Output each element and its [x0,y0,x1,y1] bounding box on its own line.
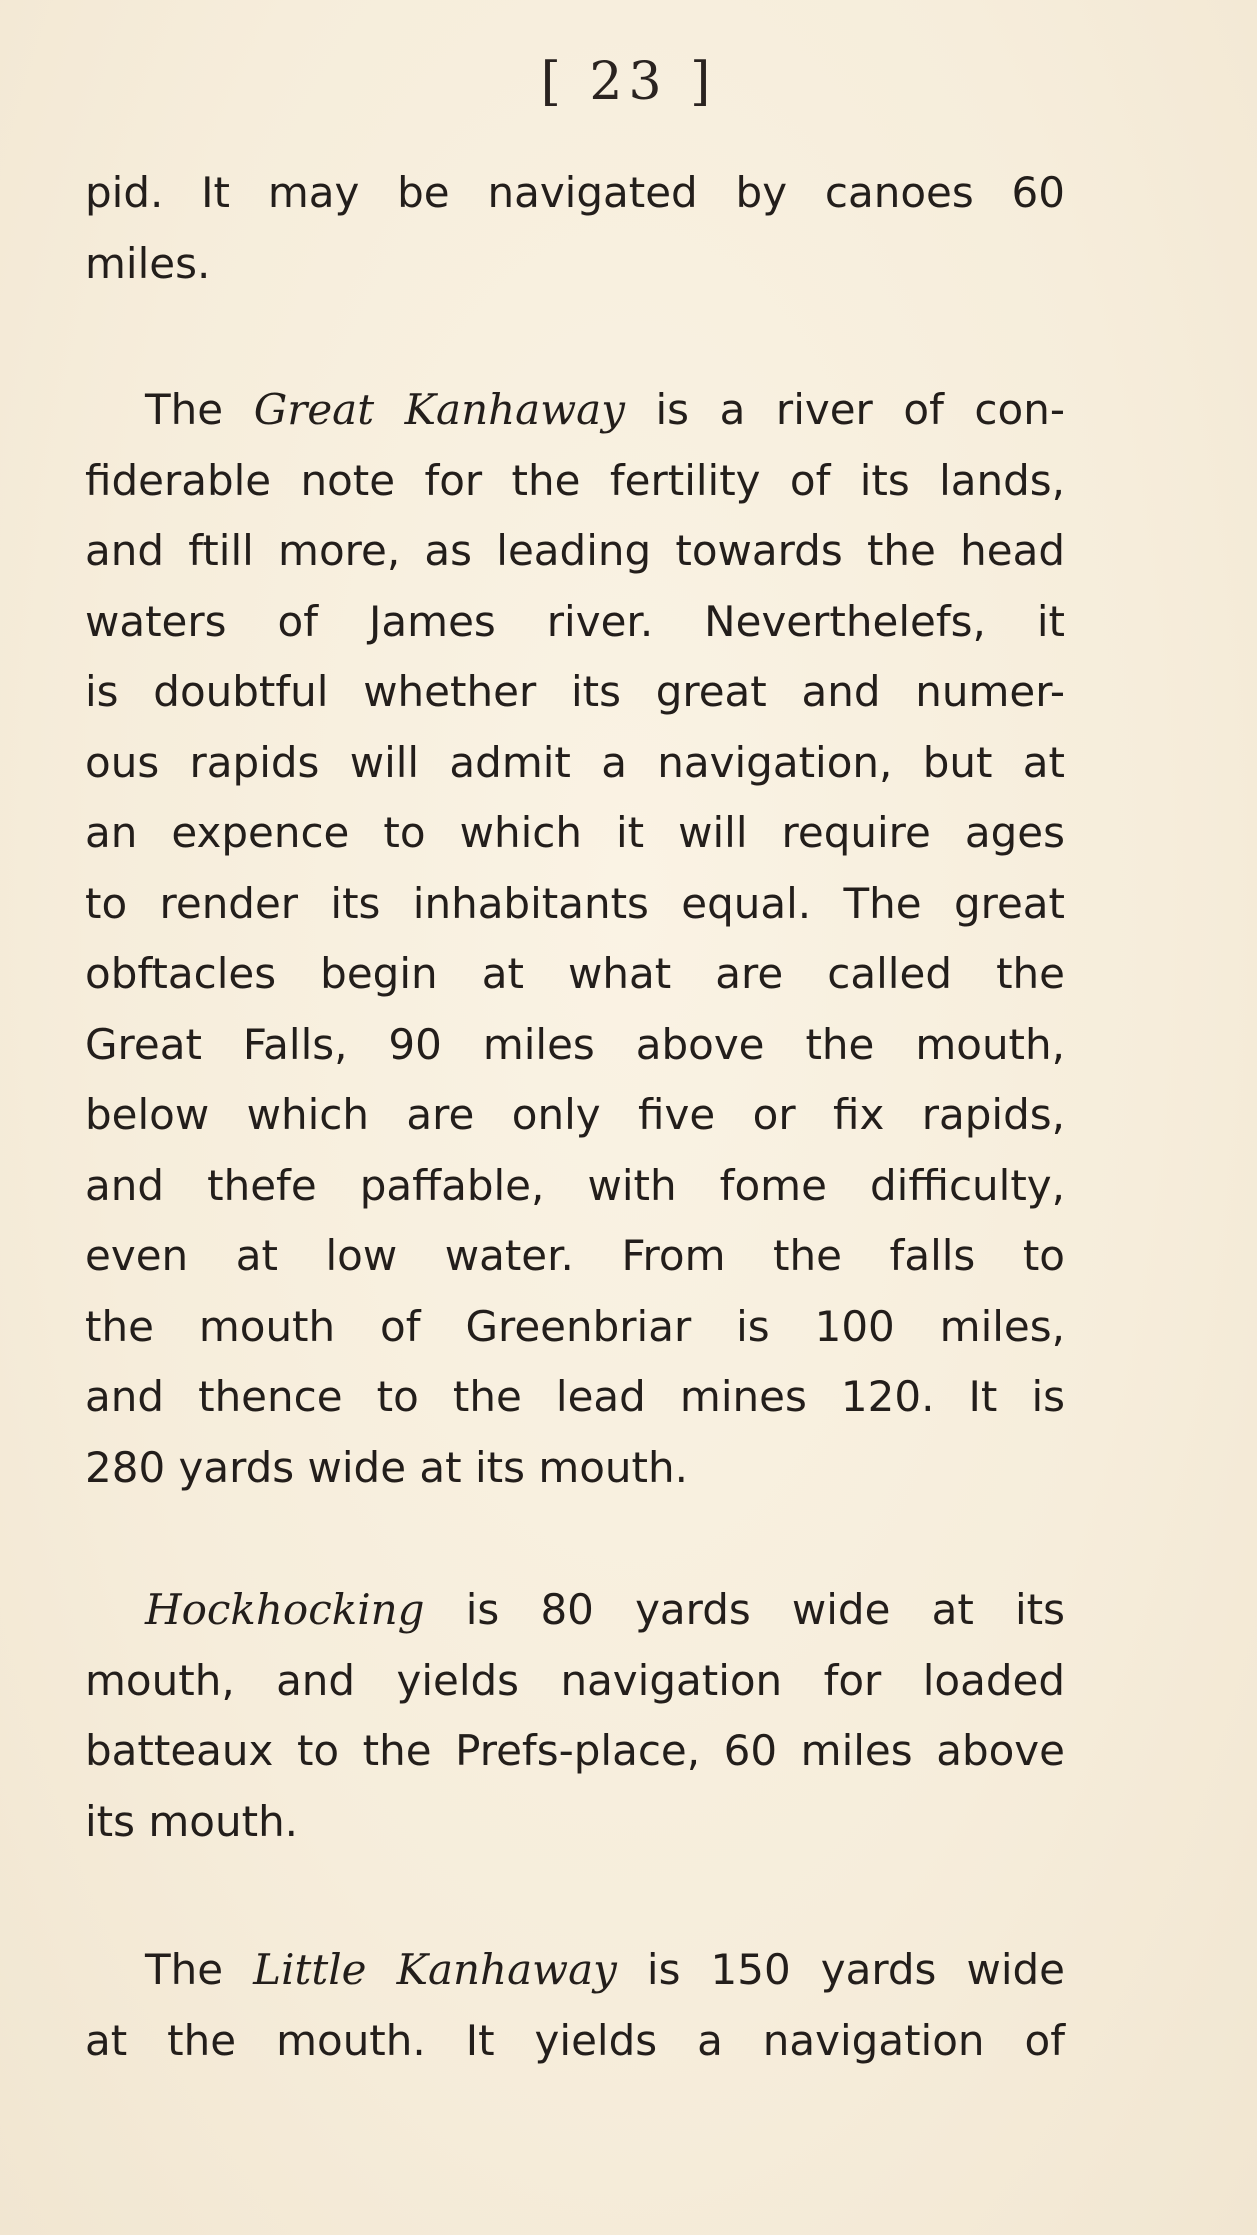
text-line [85,2006,1065,2077]
text-run: even at low water. From the falls to [85,1231,1065,1280]
text-run: ous rapids will admit a navigation, but at [85,737,1065,787]
text-line [85,1716,1065,1787]
text-line [85,869,1065,940]
text-run: batteaux to the Prefs-place, 60 miles above [85,1726,1065,1775]
text-line [85,158,1065,229]
text-line [85,728,1065,799]
text-line [85,1151,1065,1222]
text-run: its mouth. [85,1796,299,1846]
paragraph-3 [85,1575,1065,1857]
text-run: is a river of con- [624,385,1065,434]
text-line [85,1935,1065,2006]
text-line [85,939,1065,1010]
italic-name: Little Kanhaway [253,1945,617,1994]
text-line [85,798,1065,869]
text-line [85,1646,1065,1717]
text-line [85,657,1065,728]
text-run: obftacles begin at what are called the [85,949,1065,998]
page-number: [ 23 ] [540,52,717,112]
text-line [85,1080,1065,1151]
text-line [85,1787,1065,1858]
text-run: Great Falls, 90 miles above the mouth, [85,1019,1065,1069]
text-run: the mouth of Greenbriar is 100 miles, [85,1301,1065,1351]
text-run: and ftill more, as leading towards the head [85,526,1065,575]
text-line [85,375,1065,446]
text-run: an expence to which it will require ages [85,808,1065,857]
text-run: waters of James river. Neverthelefs, it [85,596,1065,646]
italic-name: Great Kanhaway [253,385,625,434]
text-run: fiderable note for the fertility of its lands, [85,455,1065,505]
paragraph-2 [85,375,1065,1503]
text-run: at the mouth. It yields a navigation of [85,2015,1065,2065]
text-line [85,1362,1065,1433]
italic-name: Hockhocking [145,1585,425,1634]
text-run: and thence to the lead mines 120. It is [85,1372,1065,1421]
text-line [85,1221,1065,1292]
text-line [85,446,1065,517]
text-line [85,1433,1065,1504]
text-run: is 150 yards wide [616,1945,1065,1994]
paragraph-4 [85,1935,1065,2076]
text-line [85,1292,1065,1363]
text-line [85,1575,1065,1646]
paragraph-1 [85,158,1065,299]
text-run: is doubtful whether its great and numer- [85,667,1065,716]
text-line [85,587,1065,658]
text-run: miles. [85,238,211,288]
text-line [85,516,1065,587]
text-run: The [145,1945,254,1994]
text-run: pid. It may be navigated by canoes 60 [85,168,1065,217]
text-line [85,229,1065,300]
text-run: The [145,385,254,434]
text-run: mouth, and yields navigation for loaded [85,1655,1065,1705]
text-line [85,1010,1065,1081]
text-run: below which are only five or fix rapids, [85,1090,1065,1139]
text-run: is 80 yards wide at its [424,1585,1065,1634]
text-run: and thefe paffable, with fome difficulty, [85,1160,1065,1210]
text-run: 280 yards wide at its mouth. [85,1442,688,1492]
text-run: to render its inhabitants equal. The great [85,878,1065,928]
